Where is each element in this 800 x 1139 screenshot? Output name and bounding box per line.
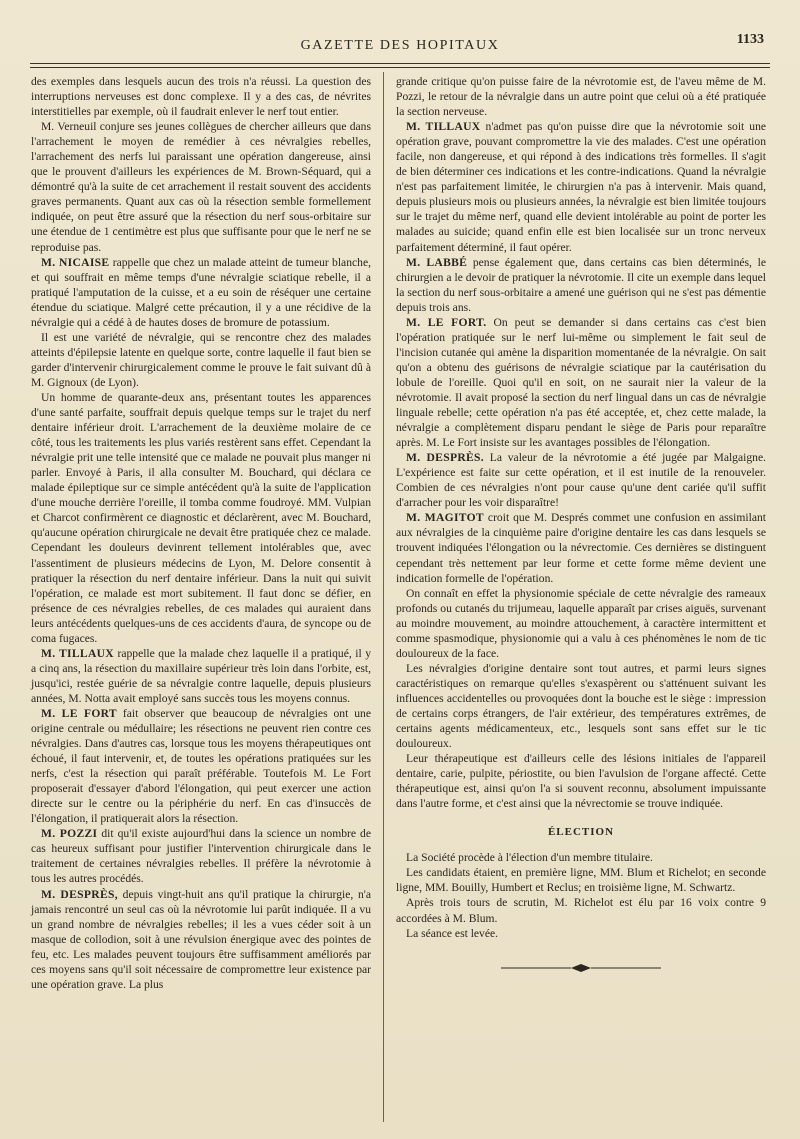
- paragraph: [31, 74, 371, 119]
- speaker-name: M. POZZI: [41, 827, 98, 841]
- paragraph: [31, 330, 371, 390]
- paragraph-text: La valeur de la névrotomie a été jugée par Malgaigne. L'expérience est faite sur cette opération, et il est inutile de la renouveler. Combien de ces névralgies n'ont pour cause qu'une dent cariée qu'il suffit d'arracher pour les voir disparaître!: [396, 451, 766, 510]
- speaker-name: M. TILLAUX: [41, 646, 114, 660]
- right-column: [396, 74, 766, 973]
- election-paragraph: La Société procède à l'élection d'un membre titulaire.: [406, 851, 653, 865]
- speaker-name: M. LE FORT.: [406, 315, 487, 329]
- speaker-name: M. LE FORT: [41, 706, 117, 720]
- paragraph-text: croit que M. Després commet une confusion en assimilant aux névralgies de la cinquième paire d'origine dentaire les cas dans lesquels se trouvent indiquées l'élongation ou la névrectomie. Ces dernières se distinguent cependant très nettement par leur forme et cette forme même devient une indication formelle de l'opération.: [396, 511, 767, 585]
- left-column: [31, 74, 371, 992]
- journal-title: GAZETTE DES HOPITAUX: [300, 38, 500, 53]
- paragraph-text: n'admet pas qu'on puisse dire que la névrotomie soit une opération grave, pouvant compromettre la vie des malades. C'est une opération facile, non dangereuse, et qui répond à des indications très formelles. Il s'agit de bien déterminer ces indications et les contre-indications. Quand la névralgie n'est pas parfaitement limitée, le chirurgien n'a pas à intervenir. Mais quand, depuis plusieurs mois ou plusieurs années, la névralgie est bien limitée toujours sur le trajet du même nerf, quand elle devient intolérable au point de porter les malades au suicide; quand enfin elle est bien localisée sur un tronc nerveux parfaitement déterminé, il faut opérer.: [396, 120, 767, 254]
- paragraph-text: M. Verneuil conjure ses jeunes collègues de chercher ailleurs que dans l'arrachement le moyen de remédier à ces névralgies rebelles, l'arrachement des nerfs lui paraissant une opération dangereuse, ainsi que le prouvent d'ailleurs les expériences de M. Brown-Séquard, qui a démontré qu'à la suite de cet arrachement il restait souvent des accidents graves permanents. Quant aux cas où la résection semble formellement indiquée, on peut être assuré que la résection du nerf sous-orbitaire sur une étendue de 1 centimètre est plus que suffisante pour que le nerf ne se reproduise pas.: [31, 120, 371, 254]
- paragraph-text: On connaît en effet la physionomie spéciale de cette névralgie des rameaux profonds ou cutanés du trijumeau, laquelle apparaît par crises aiguës, survenant au moindre mouvement, au moindre attouchement, à caractère intermittent et comme spasmodique, physionomie qui a valu à ces phénomènes le nom de tic douloureux de la face.: [396, 586, 766, 660]
- paragraph-text: des exemples dans lesquels aucun des trois n'a réussi. La question des interruptions nerveuses est donc complexe. Il y a des cas, de névrites interstitielles par exemple, où il faudrait enlever le nerf tout entier.: [31, 75, 371, 119]
- speaker-name: M. MAGITOT: [406, 511, 484, 525]
- paragraph: [396, 751, 766, 811]
- paragraph-text: grande critique qu'on puisse faire de la névrotomie est, de l'aveu même de M. Pozzi, le retour de la névralgie dans un autre point que celui où a été pratiquée la section nerveuse.: [396, 75, 766, 119]
- paragraph-text: Leur thérapeutique est d'ailleurs celle des lésions initiales de l'appareil dentaire, carie, pulpite, périostite, ou bien l'avulsion de l'organe affecté. Cette thérapeutique est, ainsi qu'on l'a si souvent reconnu, absolument impuissante dans l'autre forme, et c'est ainsi que la névrectomie se trouve indiquée.: [396, 752, 766, 811]
- header-rule-top: [30, 63, 770, 64]
- paragraph: [31, 887, 371, 992]
- paragraph: [396, 315, 766, 450]
- end-ornament: [501, 963, 661, 973]
- paragraph-text: pense également que, dans certains cas bien déterminés, le chirurgien a le devoir de pratiquer la névrotomie. Il cite un exemple dans lequel la section du nerf sous-orbitaire a amené une guérison qui ne s'est pas démentie depuis trois ans.: [396, 255, 766, 314]
- paragraph: [396, 510, 766, 585]
- column-separator: [383, 72, 384, 1122]
- paragraph-text: depuis vingt-huit ans qu'il pratique la chirurgie, n'a jamais rencontré un seul cas où la névrotomie lui parût indiquée. Il a vu un grand nombre de névralgies rebelles; il les a vues céder soit à un masque de collodion, soit à une révulsion énergique avec des pointes de feu, etc. Les malades peuvent toujours être suffisamment améliorés par ces moyens sans qu'il soit nécessaire de compromettre leur existence par une opération grave. La plus: [31, 887, 371, 991]
- paragraph: [31, 255, 371, 330]
- speaker-name: M. DESPRÈS,: [41, 887, 118, 901]
- header-rule-bottom: [30, 67, 770, 68]
- paragraph: [31, 706, 371, 826]
- right-column-body: [396, 74, 766, 811]
- paragraph: [396, 74, 766, 119]
- paragraph: [396, 255, 766, 315]
- speaker-name: M. TILLAUX: [406, 120, 481, 134]
- paragraph-text: dit qu'il existe aujourd'hui dans la science un nombre de cas heureux suffisant pour justifier l'intervention chirurgicale dans le traitement de certaines névralgies rebelles. Il préfère la névrotomie à tous les autres procédés.: [31, 827, 371, 886]
- speaker-name: M. LABBÉ: [406, 255, 468, 269]
- paragraph-text: rappelle que chez un malade atteint de tumeur blanche, et qui souffrait en même temps d'une névralgie sciatique rebelle, il a pratiqué l'amputation de la cuisse, et a eu soin de réséquer une certaine étendue du sciatique. Malgré cette précaution, il y a une récidive de la névralgie qui a cédé à de hautes doses de bromure de potassium.: [31, 255, 371, 329]
- paragraph: [396, 450, 766, 510]
- paragraph: [31, 826, 371, 886]
- paragraph-text: On peut se demander si dans certains cas c'est bien l'opération pratiquée sur le nerf lui-même ou simplement le fait seul de l'incision cutanée qui amène la disparition momentanée de la névralgie. On sait qu'on a obtenu des guérisons de névralgie sciatique par la cautérisation du lobule de l'oreille. Quoi qu'il en soit, on ne saurait nier la valeur de la névrotomie. Il avait proposé la section du nerf lingual dans un cas de névralgie linguale rebelle; cette opération n'a pas été acceptée, et, chez cette malade, la névralgie a complètement disparu pendant le siège de Paris pour reparaître après. M. Le Fort insiste sur les avantages possibles de l'élongation.: [396, 315, 766, 450]
- paragraph: [31, 119, 371, 254]
- election-paragraph: Après trois tours de scrutin, M. Richelot est élu par 16 voix contre 9 accordées à M. Blum.: [396, 896, 766, 925]
- election-paragraph: Les candidats étaient, en première ligne, MM. Blum et Richelot; en seconde ligne, MM. Bouilly, Humbert et Reclus; en troisième ligne, M. Schwartz.: [396, 866, 766, 895]
- paragraph: [31, 646, 371, 706]
- paragraph-text: rappelle que la malade chez laquelle il a pratiqué, il y a cinq ans, la résection du maxillaire supérieur très loin dans l'orbite, est, jusqu'ici, restée guérie de sa névralgie contre laquelle, depuis plusieurs années, M. Notta avait employé sans succès tous les moyens connus.: [31, 646, 371, 705]
- paragraph-text: fait observer que beaucoup de névralgies ont une origine centrale ou médullaire; les résections ne peuvent rien contre ces névralgies. Dans d'autres cas, lorsque tous les moyens thérapeutiques ont échoué, il faut intervenir, et, de toutes les opérations pratiquées sur les nerfs, c'est la résection qui paraît préférable. Toutefois M. Le Fort proposerait d'essayer d'abord l'élongation, qui peut exercer une action directe sur le centre ou la périphérie du nerf. En cas d'insuccès de l'élongation, il pratiquerait alors la résection.: [31, 706, 371, 826]
- paragraph-text: Les névralgies d'origine dentaire sont tout autres, et parmi leurs signes caractéristiques on remarque qu'elles s'exaspèrent ou s'atténuent suivant les influences accidentelles ou provoquées dont la bouche est le siège : impression de certains corps étrangers, de l'air extérieur, des températures extrêmes, de certains agents médicamenteux, etc., lesquels sont sans effet sur le tic douloureux.: [396, 661, 766, 751]
- paragraph: [31, 390, 371, 646]
- paragraph-text: Un homme de quarante-deux ans, présentant toutes les apparences d'une santé parfaite, souffrait depuis quelque temps sur le trajet du nerf dentaire inférieur droit. L'arrachement de la deuxième molaire de ce côté, tous les traitements les plus variés restèrent sans effet. Cependant la névralgie prit une telle intensité que ce malade ne pouvait plus manger ni parler. Envoyé à Paris, il alla consulter M. Bouchard, qui déclara ce malade épileptique sur ce simple antécédent qu'à la suite de l'application d'une mouche derrière l'oreille, il tomba comme foudroyé. MM. Vulpian et Charcot confirmèrent ce diagnostic et déclarèrent, avec M. Bouchard, qu'aucune opération chirurgicale ne devait être pratiquée chez ce malade. Cependant les douleurs devinrent tellement intolérables que, avec l'assentiment de plusieurs médecins de Lyon, M. Delore consentit à pratiquer la résection du nerf dentaire inférieur. Dans la nuit qui suivit l'opération, ce malade est mort subitement. Il faut donc se défier, en présence de ces névralgies rebelles, de ces malades qui auraient dans leurs antécédents quelques-uns de ces accidents d'aura, de syncope ou de coma fugaces.: [31, 390, 371, 645]
- paragraph: [396, 119, 766, 254]
- election-heading: ÉLECTION: [547, 826, 615, 839]
- page-header: [30, 32, 770, 58]
- speaker-name: M. NICAISE: [41, 255, 110, 269]
- paragraph-text: Il est une variété de névralgie, qui se rencontre chez des malades atteints d'épilepsie latente en quelque sorte, contre laquelle il faut bien se garder d'intervenir chirurgicalement comme le prouve le fait suivant dû à M. Gignoux (de Lyon).: [31, 330, 371, 389]
- speaker-name: M. DESPRÈS.: [406, 451, 484, 465]
- paragraph: [396, 586, 766, 661]
- page-number: 1133: [736, 32, 764, 47]
- election-paragraph: La séance est levée.: [406, 926, 499, 940]
- election-body: [396, 850, 766, 940]
- paragraph: [396, 661, 766, 751]
